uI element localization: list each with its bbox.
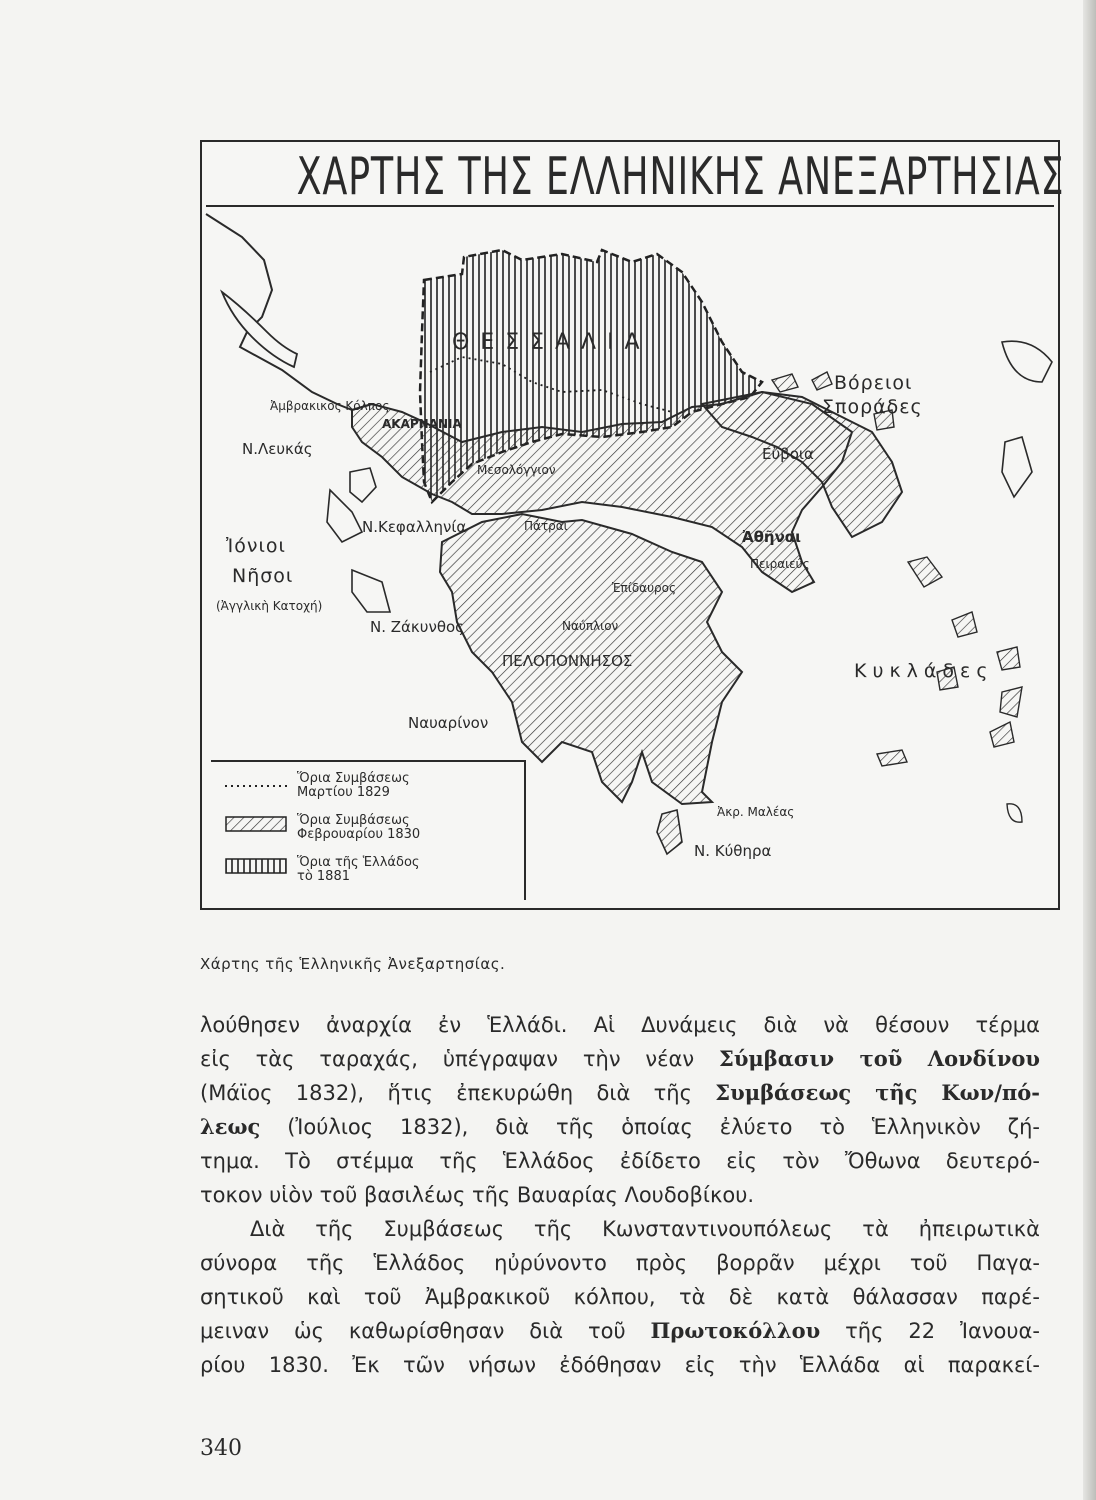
label-mesolongion: Μεσολόγγιον xyxy=(477,463,556,477)
label-zakynthos: Ν. Ζάκυνθος xyxy=(370,618,464,636)
kythira-island xyxy=(657,810,682,854)
dodecanese-island xyxy=(1007,804,1022,822)
label-kyklades: Κυκλάδες xyxy=(854,660,994,682)
aegean-island-east xyxy=(1002,437,1032,497)
label-nisoi: Νῆσοι xyxy=(232,565,294,587)
bold-term-continuation: λεως xyxy=(200,1114,261,1139)
book-spine-shadow xyxy=(1083,0,1096,1500)
legend-1829-line2: Μαρτίου 1829 xyxy=(297,784,390,800)
label-evvoia: Εὔβοια xyxy=(762,445,814,463)
body-text xyxy=(200,1008,1040,1382)
paragraph-2 xyxy=(200,1212,1040,1382)
bold-term-london-convention: Σύμβασιν τοῦ Λονδίνου xyxy=(718,1046,1040,1071)
legend-vertical-symbol xyxy=(225,858,289,874)
text-line: μειναν ὡς καθωρίσθησαν διὰ τοῦ Πρωτοκόλλου τῆς 22 Ἰανουα- xyxy=(200,1318,1040,1343)
label-voreioi: Βόρειοι xyxy=(834,372,913,394)
text-line: σύνορα τῆς Ἑλλάδος ηὐρύνοντο πρὸς βορρᾶν μέχρι τοῦ Παγα- xyxy=(200,1251,1040,1275)
sporades-island-1 xyxy=(772,374,798,392)
label-nafplion: Ναύπλιον xyxy=(562,619,619,633)
label-akr-maleas: Ἀκρ. Μαλέας xyxy=(717,805,795,819)
label-sporades: Σποράδες xyxy=(822,396,923,418)
map-title: ΧΑΡΤΗΣ ΤΗΣ ΕΛΛΗΝΙΚΗΣ ΑΝΕΞΑΡΤΗΣΙΑΣ xyxy=(296,147,1065,207)
label-thessalia: Θ Ε Σ Σ Α Λ Ι Α xyxy=(452,330,642,355)
figure-caption: Χάρτης τῆς Ἑλληνικῆς Ἀνεξαρτησίας. xyxy=(200,955,506,973)
label-athinai: Ἀθῆναι xyxy=(742,528,801,546)
text-line: λεως (Ἰούλιος 1832), διὰ τῆς ὁποίας ἐλύετο τὸ Ἑλληνικὸν ζή- xyxy=(200,1114,1040,1139)
kyklades-island-6 xyxy=(877,750,907,766)
legend-diagonal-symbol xyxy=(225,816,289,832)
aegean-island-northeast xyxy=(1002,341,1052,382)
label-angliki-katochi: (Ἀγγλικὴ Κατοχή) xyxy=(216,599,323,613)
legend-1830-line2: Φεβρουαρίου 1830 xyxy=(297,826,421,842)
text-line: σητικοῦ καὶ τοῦ Ἀμβρακικοῦ κόλπου, τὰ δὲ κατὰ θάλασσαν παρέ- xyxy=(200,1285,1040,1309)
label-kefallinia: Ν.Κεφαλληνία xyxy=(362,518,467,536)
text-line: εἰς τὰς ταραχάς, ὑπέγραψαν τὴν νέαν Σύμβασιν τοῦ Λονδίνου xyxy=(200,1046,1040,1071)
bold-term-protocol: Πρωτοκόλλου xyxy=(650,1318,821,1343)
paragraph-1 xyxy=(200,1008,1040,1212)
label-peloponnisos: ΠΕΛΟΠΟΝΝΗΣΟΣ xyxy=(502,652,633,670)
kyklades-island-1 xyxy=(908,557,942,587)
label-peiraieus: Πειραιεύς xyxy=(750,557,810,571)
label-kythira: Ν. Κύθηρα xyxy=(694,842,772,860)
legend-1829-line1: Ὅρια Συμβάσεως xyxy=(297,771,410,786)
legend-1830-line1: Ὅρια Συμβάσεως xyxy=(297,813,410,828)
kyklades-island-7 xyxy=(990,722,1014,747)
label-ionioi: Ἰόνιοι xyxy=(226,535,286,557)
kerkyra-island xyxy=(222,292,297,367)
label-patrai: Πάτραι xyxy=(524,519,568,533)
bold-term-constantinople-convention: Συμβάσεως τῆς Κων/πό- xyxy=(715,1080,1040,1105)
kyklades-island-2 xyxy=(952,612,977,637)
label-akarnania: ΑΚΑΡΝΑΝΙΑ xyxy=(382,417,462,431)
zakynthos-island xyxy=(352,570,390,612)
text-line: τοκον υἱὸν τοῦ βασιλέως τῆς Βαυαρίας Λουδοβίκου. xyxy=(200,1183,755,1207)
legend-1881-line2: τὸ 1881 xyxy=(297,868,350,884)
lefkas-island xyxy=(350,468,376,502)
map-figure xyxy=(200,140,1065,910)
label-amvrakikos: Ἀμβρακικὸς Κόλπος xyxy=(270,399,390,413)
label-epidavros: Ἐπίδαυρος xyxy=(612,581,677,595)
text-line: Διὰ τῆς Συμβάσεως τῆς Κωνσταντινουπόλεως τὰ ἠπειρωτικὰ xyxy=(250,1217,1040,1241)
text-line: λούθησεν ἀναρχία ἐν Ἑλλάδι. Αἱ Δυνάμεις διὰ νὰ θέσουν τέρμα xyxy=(200,1013,1040,1037)
text-line: τημα. Τὸ στέμμα τῆς Ἑλλάδος ἐδίδετο εἰς τὸν Ὄθωνα δευτερό- xyxy=(200,1149,1040,1173)
kyklades-island-5 xyxy=(1000,687,1022,717)
label-navarinon: Ναυαρίνον xyxy=(408,714,489,732)
kyklades-island-3 xyxy=(997,647,1020,670)
map-legend xyxy=(211,760,526,900)
page-number: 340 xyxy=(200,1436,242,1461)
legend-dotted-symbol xyxy=(225,776,289,792)
legend-1881-line1: Ὅρια τῆς Ἑλλάδος xyxy=(297,855,420,870)
text-line: ρίου 1830. Ἐκ τῶν νήσων ἐδόθησαν εἰς τὴν Ἑλλάδα αἱ παρακεί- xyxy=(200,1353,1040,1377)
epirus-coast xyxy=(206,214,372,410)
text-line: (Μάϊος 1832), ἥτις ἐπεκυρώθη διὰ τῆς Συμβάσεως τῆς Κων/πό- xyxy=(200,1080,1040,1105)
label-lefkas: Ν.Λευκάς xyxy=(242,440,313,458)
sporades-island-2 xyxy=(812,372,832,390)
